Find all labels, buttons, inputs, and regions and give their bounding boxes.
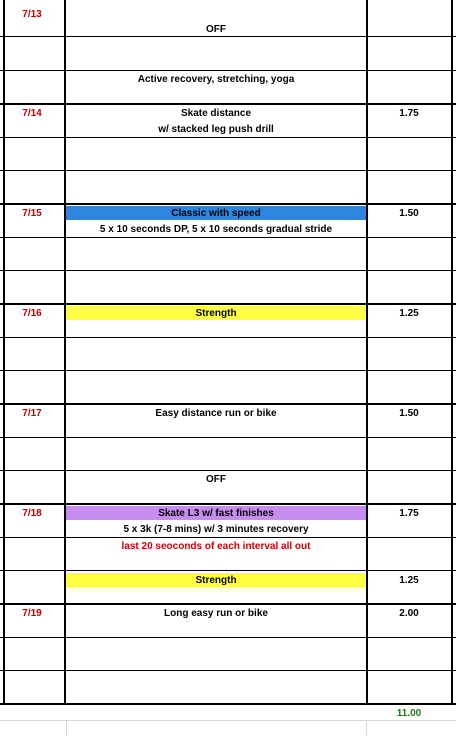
activity-cell: OFF: [206, 24, 226, 35]
activity-cell: Skate distance: [180, 108, 252, 119]
total-hours: 11.00: [396, 708, 422, 719]
activity-cell: Strength: [195, 575, 237, 586]
grid-line: [0, 703, 456, 705]
grid-line: [0, 337, 456, 338]
grid-line: [0, 403, 456, 405]
grid-line: [0, 437, 456, 438]
activity-cell: Active recovery, stretching, yoga: [137, 74, 295, 85]
date-cell: 7/16: [22, 308, 42, 319]
activity-cell: OFF: [206, 474, 226, 485]
grid-line: [0, 203, 456, 205]
grid-line: [0, 70, 456, 71]
column-line: [3, 0, 5, 705]
date-cell: 7/14: [22, 108, 42, 119]
activity-cell: 5 x 3k (7-8 mins) w/ 3 minutes recovery: [123, 524, 309, 535]
column-line: [451, 0, 453, 705]
activity-cell: Long easy run or bike: [164, 608, 268, 619]
date-cell: 7/17: [22, 408, 42, 419]
grid-line: [0, 570, 456, 571]
hours-cell: 1.25: [399, 575, 419, 586]
faint-grid-line: [66, 721, 67, 736]
date-cell: 7/13: [22, 9, 42, 20]
grid-line: [0, 36, 456, 37]
faint-grid-line: [0, 720, 456, 721]
grid-line: [0, 137, 456, 138]
grid-line: [0, 637, 456, 638]
grid-line: [0, 237, 456, 238]
date-cell: 7/19: [22, 608, 42, 619]
activity-cell: Easy distance run or bike: [155, 408, 277, 419]
activity-cell: Classic with speed: [171, 208, 261, 219]
grid-line: [0, 537, 456, 538]
grid-line: [0, 103, 456, 105]
grid-line: [0, 670, 456, 671]
grid-line: [0, 603, 456, 605]
column-line: [366, 0, 368, 705]
activity-note-cell: last 20 seoconds of each interval all out: [121, 541, 311, 552]
grid-line: [0, 503, 456, 505]
activity-cell: Strength: [195, 308, 237, 319]
hours-cell: 1.50: [399, 208, 419, 219]
grid-line: [0, 170, 456, 171]
activity-cell: 5 x 10 seconds DP, 5 x 10 seconds gradual stride: [99, 224, 333, 235]
hours-cell: 2.00: [399, 608, 419, 619]
hours-cell: 1.50: [399, 408, 419, 419]
hours-cell: 1.75: [399, 508, 419, 519]
date-cell: 7/15: [22, 208, 42, 219]
hours-cell: 1.25: [399, 308, 419, 319]
column-line: [64, 0, 66, 705]
activity-cell: Skate L3 w/ fast finishes: [158, 508, 274, 519]
hours-cell: 1.75: [399, 108, 419, 119]
faint-grid-line: [366, 721, 367, 736]
activity-cell: w/ stacked leg push drill: [158, 124, 274, 135]
grid-line: [0, 303, 456, 305]
date-cell: 7/18: [22, 508, 42, 519]
grid-line: [0, 270, 456, 271]
grid-line: [0, 470, 456, 471]
grid-line: [0, 370, 456, 371]
